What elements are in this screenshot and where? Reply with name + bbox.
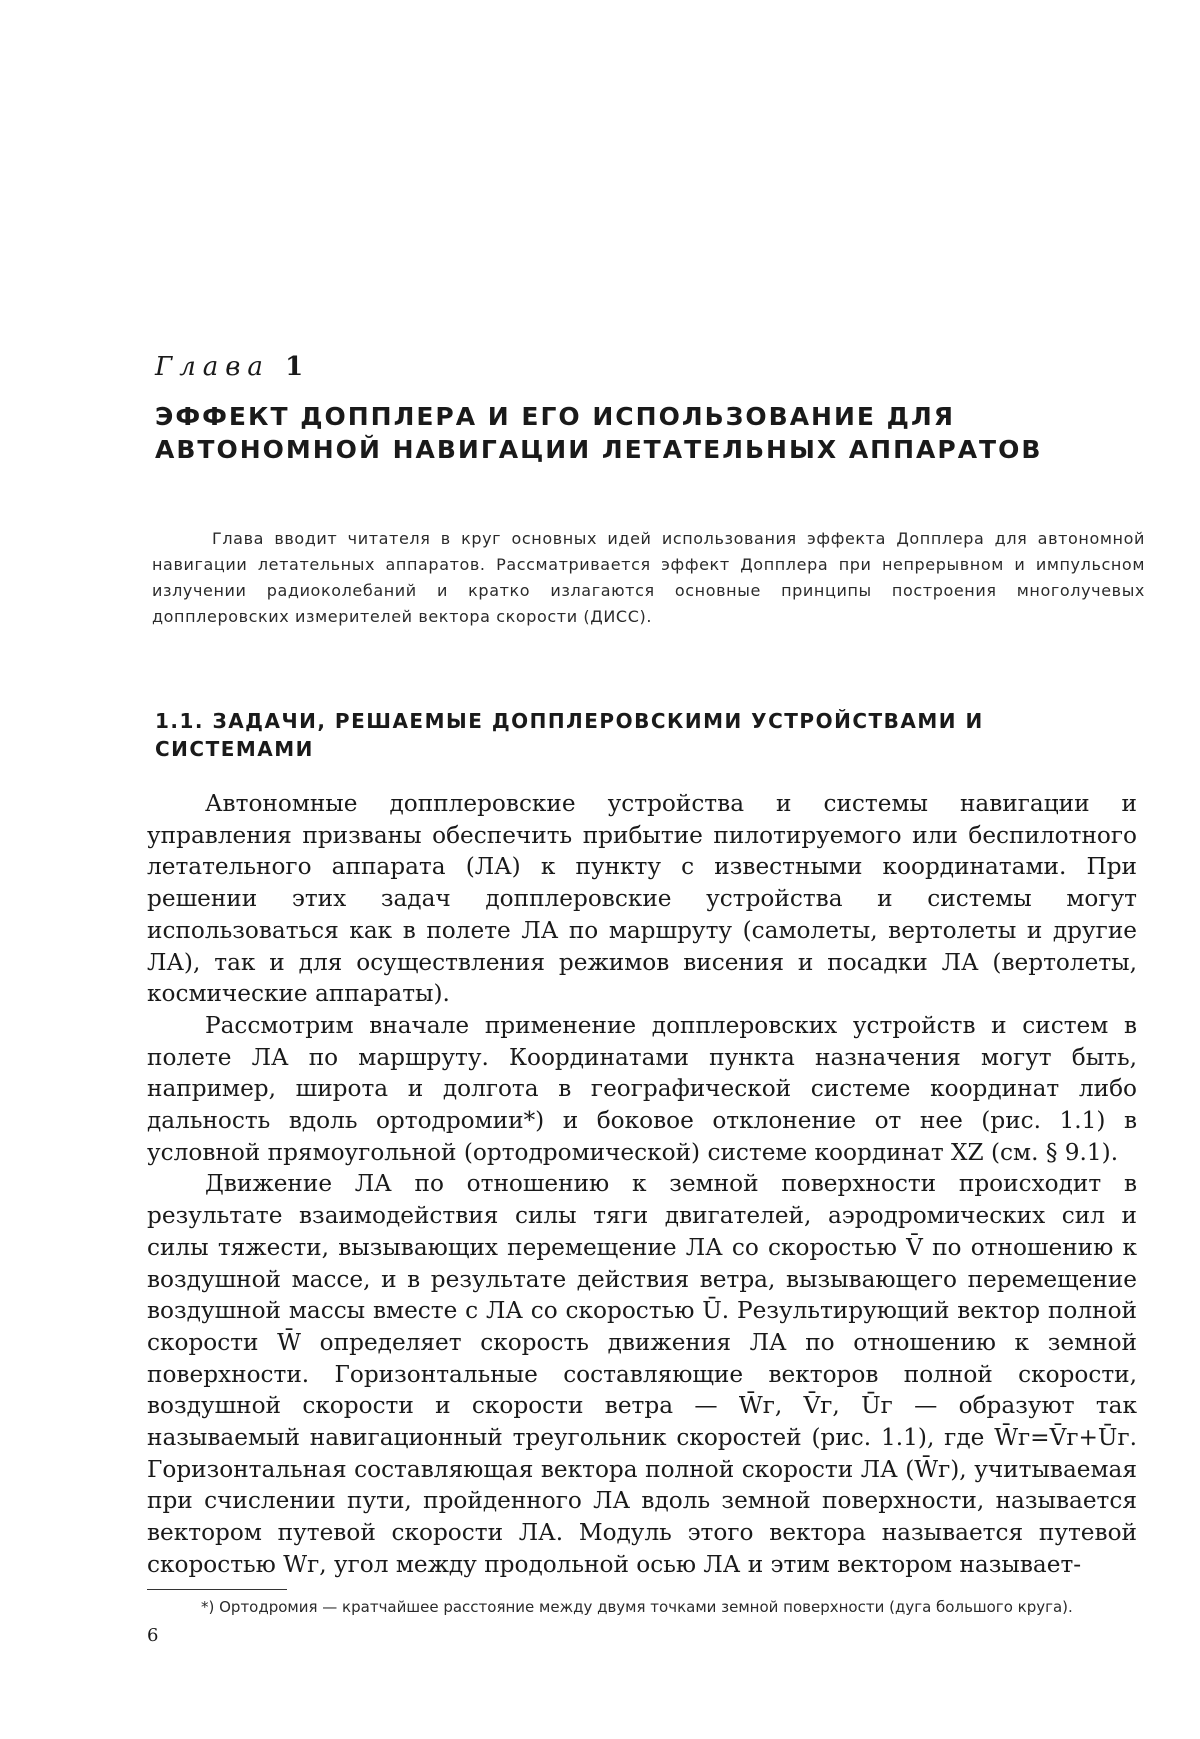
footnote-divider: [147, 1589, 287, 1590]
paragraph: Движение ЛА по отношению к земной поверхности происходит в результате взаимодействия силы тяги двигателей, аэродромических сил и силы тяжести, вызывающих перемещение ЛА со скоростью V̄ по отношению к воздушной массе, и в результате действия ветра, вызывающего перемещение воздушной массы вместе с ЛА со скоростью Ū. Результирующий вектор полной скорости W̄ определяет скорость движения ЛА по отношению к земной поверхности. Горизонтальные составляющие векторов полной скорости, воздушной скорости и скорости ветра — W̄г, V̄г, Ūг — образуют так называемый навигационный треугольник скоростей (рис. 1.1), где W̄г=V̄г+Ūг. Горизонтальная составляющая вектора полной скорости ЛА (W̄г), учитываемая при счислении пути, пройденного ЛА вдоль земной поверхности, называется вектором путевой скорости ЛА. Модуль этого вектора называется путевой скоростью Wг, угол между продольной осью ЛА и этим вектором называет-: [147, 1170, 1137, 1578]
page-number: 6: [147, 1625, 159, 1646]
paragraph: Автономные допплеровские устройства и системы навигации и управления призваны обеспечить прибытие пилотируемого или беспилотного летательного аппарата (ЛА) к пункту с известными координатами. При решении этих задач допплеровские устройства и системы могут использоваться как в полете ЛА по маршруту (самолеты, вертолеты и другие ЛА), так и для осуществления режимов висения и посадки ЛА (вертолеты, космические аппараты).: [147, 790, 1137, 1008]
paragraph: Рассмотрим вначале применение допплеровских устройств и систем в полете ЛА по маршруту. Координатами пункта назначения могут быть, например, широта и долгота в географической системе координат либо дальность вдоль ортодромии*) и боковое отклонение от нее (рис. 1.1) в условной прямоугольной (ортодромической) системе координат XZ (см. § 9.1).: [147, 1011, 1137, 1166]
footnote: *) Ортодромия — кратчайшее расстояние между двумя точками земной поверхности (дуга большого круга).: [201, 1598, 1073, 1616]
chapter-number: 1: [285, 352, 304, 382]
chapter-title: ЭФФЕКТ ДОППЛЕРА И ЕГО ИСПОЛЬЗОВАНИЕ ДЛЯ АВТОНОМНОЙ НАВИГАЦИИ ЛЕТАТЕЛЬНЫХ АППАРАТОВ: [155, 402, 1043, 464]
body-text: [147, 788, 1137, 1581]
chapter-abstract: Глава вводит читателя в круг основных идей использования эффекта Допплера для автономной навигации летательных аппаратов. Рассматривается эффект Допплера при непрерывном и импульсном излучении радиоколебаний и кратко излагаются основные принципы построения многолучевых допплеровских измерителей вектора скорости (ДИСС).: [152, 529, 1145, 626]
section-title: 1.1. ЗАДАЧИ, РЕШАЕМЫЕ ДОППЛЕРОВСКИМИ УСТРОЙСТВАМИ И СИСТЕМАМИ: [155, 709, 984, 761]
chapter-label-word: Глава: [155, 352, 270, 382]
chapter-label: [155, 352, 303, 382]
